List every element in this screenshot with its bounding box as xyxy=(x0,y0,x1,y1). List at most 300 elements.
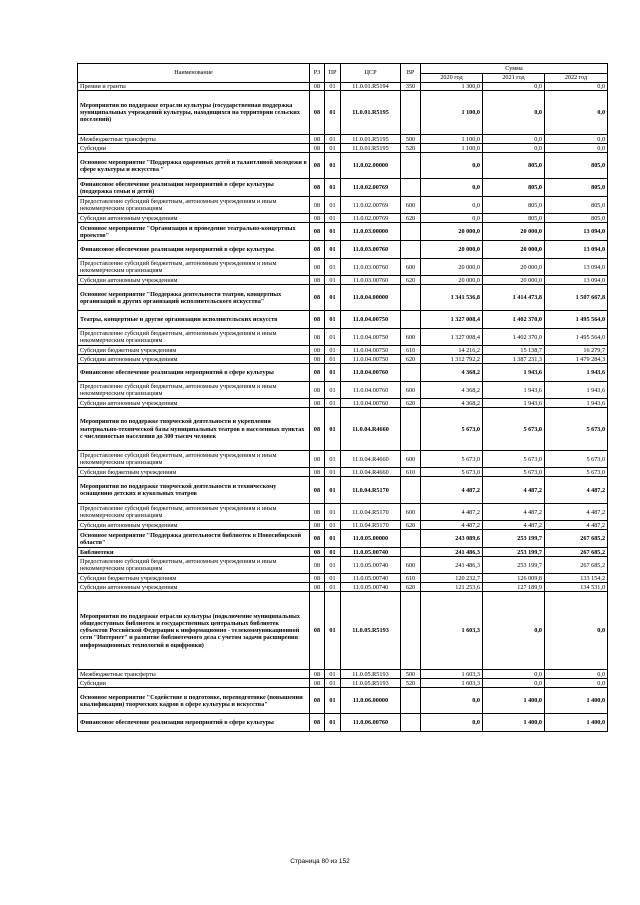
row-vr xyxy=(401,408,421,451)
row-pr: 01 xyxy=(325,276,341,285)
row-2020: 0,0 xyxy=(421,688,483,714)
row-2022: 4 487,2 xyxy=(545,521,608,530)
row-name: Предоставление субсидий бюджетным, автономным учреждениям и иным некоммерческим организациям xyxy=(78,382,310,399)
row-2020: 1 603,3 xyxy=(421,679,483,688)
row-2022: 134 531,0 xyxy=(545,583,608,592)
row-rz: 08 xyxy=(310,408,325,451)
table-body xyxy=(78,83,608,732)
table-row xyxy=(78,83,608,91)
row-csr: 11.0.04.00000 xyxy=(341,285,401,311)
row-csr: 11.0.04.R4660 xyxy=(341,451,401,468)
row-name: Субсидии автономным учреждениям xyxy=(78,276,310,285)
table-row xyxy=(78,557,608,574)
row-vr xyxy=(401,688,421,714)
row-2021: 253 199,7 xyxy=(483,557,545,574)
table-row xyxy=(78,346,608,355)
row-2020: 0,0 xyxy=(421,714,483,732)
row-rz: 08 xyxy=(310,399,325,408)
row-vr: 610 xyxy=(401,346,421,355)
row-rz: 08 xyxy=(310,276,325,285)
row-pr: 01 xyxy=(325,285,341,311)
row-vr: 610 xyxy=(401,468,421,477)
row-rz: 08 xyxy=(310,574,325,583)
row-rz: 08 xyxy=(310,364,325,382)
row-2020: 120 232,7 xyxy=(421,574,483,583)
row-rz: 08 xyxy=(310,311,325,329)
row-2022: 1 943,6 xyxy=(545,382,608,399)
row-2020: 20 000,0 xyxy=(421,276,483,285)
row-vr: 500 xyxy=(401,670,421,679)
header-pr: ПР xyxy=(325,64,341,83)
row-vr: 600 xyxy=(401,382,421,399)
row-2022: 0,0 xyxy=(545,135,608,144)
row-vr: 520 xyxy=(401,679,421,688)
row-csr: 11.0.05.R5193 xyxy=(341,592,401,670)
table-row xyxy=(78,688,608,714)
row-2021: 0,0 xyxy=(483,83,545,91)
row-2021: 20 000,0 xyxy=(483,259,545,276)
row-pr: 01 xyxy=(325,521,341,530)
row-vr xyxy=(401,364,421,382)
row-pr: 01 xyxy=(325,179,341,197)
row-2022: 0,0 xyxy=(545,91,608,135)
row-2022: 0,0 xyxy=(545,592,608,670)
row-name: Субсидии бюджетным учреждениям xyxy=(78,468,310,477)
row-2022: 267 685,2 xyxy=(545,548,608,557)
row-2022: 13 094,0 xyxy=(545,241,608,259)
row-name: Основное мероприятие "Содействие в подготовке, переподготовке (повышении квалификации) творческих кадров в сфере культуры и искусства" xyxy=(78,688,310,714)
row-pr: 01 xyxy=(325,574,341,583)
row-2020: 121 253,6 xyxy=(421,583,483,592)
row-2020: 4 368,2 xyxy=(421,399,483,408)
row-name: Предоставление субсидий бюджетным, автономным учреждениям и иным некоммерческим организациям xyxy=(78,329,310,346)
row-2020: 0,0 xyxy=(421,197,483,214)
row-2020: 241 486,3 xyxy=(421,557,483,574)
row-name: Финансовое обеспечение реализации мероприятий в сфере культуры xyxy=(78,364,310,382)
row-2022: 0,0 xyxy=(545,83,608,91)
row-2021: 127 189,9 xyxy=(483,583,545,592)
row-name: Финансовое обеспечение реализации мероприятий в сфере культуры (поддержка семьи и детей) xyxy=(78,179,310,197)
header-name: Наименование xyxy=(78,64,310,83)
row-name: Межбюджетные трансферты xyxy=(78,135,310,144)
row-2021: 20 000,0 xyxy=(483,276,545,285)
row-vr: 500 xyxy=(401,135,421,144)
row-vr: 350 xyxy=(401,83,421,91)
row-name: Субсидии бюджетным учреждениям xyxy=(78,346,310,355)
table-row xyxy=(78,574,608,583)
row-2020: 243 089,6 xyxy=(421,530,483,548)
row-2021: 253 199,7 xyxy=(483,530,545,548)
row-csr: 11.0.02.00769 xyxy=(341,179,401,197)
row-2021: 1 414 473,8 xyxy=(483,285,545,311)
table-row xyxy=(78,504,608,521)
row-csr: 11.0.01.R5194 xyxy=(341,83,401,91)
row-2022: 1 495 564,0 xyxy=(545,311,608,329)
row-2022: 4 487,2 xyxy=(545,504,608,521)
row-2021: 0,0 xyxy=(483,679,545,688)
row-name: Театры, концертные и другие организации исполнительских искусств xyxy=(78,311,310,329)
row-vr xyxy=(401,548,421,557)
row-pr: 01 xyxy=(325,214,341,223)
row-rz: 08 xyxy=(310,144,325,153)
row-rz: 08 xyxy=(310,83,325,91)
row-csr: 11.0.06.00000 xyxy=(341,688,401,714)
table-row xyxy=(78,679,608,688)
row-2022: 805,0 xyxy=(545,179,608,197)
row-csr: 11.0.05.00740 xyxy=(341,548,401,557)
row-csr: 11.0.03.00760 xyxy=(341,259,401,276)
row-rz: 08 xyxy=(310,451,325,468)
row-name: Премии и гранты xyxy=(78,83,310,91)
table-row xyxy=(78,329,608,346)
table-row xyxy=(78,670,608,679)
row-name: Предоставление субсидий бюджетным, автономным учреждениям и иным некоммерческим организациям xyxy=(78,557,310,574)
table-row xyxy=(78,468,608,477)
row-2021: 1 943,6 xyxy=(483,364,545,382)
row-rz: 08 xyxy=(310,214,325,223)
row-2020: 1 100,0 xyxy=(421,135,483,144)
row-csr: 11.0.04.R5170 xyxy=(341,521,401,530)
row-csr: 11.0.02.00000 xyxy=(341,153,401,179)
row-csr: 11.0.01.R5195 xyxy=(341,135,401,144)
row-rz: 08 xyxy=(310,504,325,521)
row-rz: 08 xyxy=(310,179,325,197)
row-csr: 11.0.01.R5195 xyxy=(341,91,401,135)
row-2020: 1 327 008,4 xyxy=(421,329,483,346)
row-rz: 08 xyxy=(310,135,325,144)
row-2021: 0,0 xyxy=(483,91,545,135)
row-2022: 13 094,0 xyxy=(545,276,608,285)
row-pr: 01 xyxy=(325,451,341,468)
row-rz: 08 xyxy=(310,670,325,679)
table-row xyxy=(78,355,608,364)
row-pr: 01 xyxy=(325,592,341,670)
row-pr: 01 xyxy=(325,259,341,276)
row-csr: 11.0.05.00000 xyxy=(341,530,401,548)
row-vr: 610 xyxy=(401,574,421,583)
header-2020: 2020 год xyxy=(421,74,483,83)
row-vr: 600 xyxy=(401,504,421,521)
row-rz: 08 xyxy=(310,259,325,276)
row-2021: 1 387 231,3 xyxy=(483,355,545,364)
row-vr xyxy=(401,153,421,179)
row-2020: 1 341 536,8 xyxy=(421,285,483,311)
row-pr: 01 xyxy=(325,548,341,557)
row-name: Основное мероприятие "Поддержка деятельности театров, концертных организаций и других организаций исполнительского искусства" xyxy=(78,285,310,311)
row-2020: 14 216,2 xyxy=(421,346,483,355)
row-2022: 1 507 667,8 xyxy=(545,285,608,311)
row-2021: 1 943,6 xyxy=(483,399,545,408)
row-name: Субсидии автономным учреждениям xyxy=(78,521,310,530)
row-rz: 08 xyxy=(310,714,325,732)
header-2021: 2021 год xyxy=(483,74,545,83)
row-pr: 01 xyxy=(325,311,341,329)
row-csr: 11.0.04.00760 xyxy=(341,399,401,408)
row-2021: 20 000,0 xyxy=(483,241,545,259)
row-pr: 01 xyxy=(325,530,341,548)
table-row xyxy=(78,214,608,223)
row-pr: 01 xyxy=(325,408,341,451)
row-csr: 11.0.05.R5193 xyxy=(341,679,401,688)
header-2022: 2022 год xyxy=(545,74,608,83)
row-pr: 01 xyxy=(325,355,341,364)
row-2020: 5 673,0 xyxy=(421,408,483,451)
row-2020: 5 673,0 xyxy=(421,468,483,477)
row-name: Субсидии xyxy=(78,679,310,688)
row-pr: 01 xyxy=(325,329,341,346)
row-vr xyxy=(401,91,421,135)
header-rz: РЗ xyxy=(310,64,325,83)
row-rz: 08 xyxy=(310,521,325,530)
row-2022: 805,0 xyxy=(545,214,608,223)
row-2020: 1 327 008,4 xyxy=(421,311,483,329)
row-vr: 620 xyxy=(401,276,421,285)
row-vr xyxy=(401,311,421,329)
row-csr: 11.0.02.00769 xyxy=(341,214,401,223)
row-2022: 13 094,0 xyxy=(545,223,608,241)
row-2020: 1 100,0 xyxy=(421,144,483,153)
table-row xyxy=(78,135,608,144)
row-2020: 4 487,2 xyxy=(421,521,483,530)
row-2020: 241 486,3 xyxy=(421,548,483,557)
row-pr: 01 xyxy=(325,91,341,135)
row-2020: 4 368,2 xyxy=(421,382,483,399)
row-2022: 5 673,0 xyxy=(545,468,608,477)
row-csr: 11.0.05.R5193 xyxy=(341,670,401,679)
row-2022: 0,0 xyxy=(545,679,608,688)
row-2021: 4 487,2 xyxy=(483,521,545,530)
row-rz: 08 xyxy=(310,592,325,670)
row-2022: 1 943,6 xyxy=(545,364,608,382)
row-rz: 08 xyxy=(310,679,325,688)
row-vr xyxy=(401,530,421,548)
row-pr: 01 xyxy=(325,153,341,179)
row-name: Предоставление субсидий бюджетным, автономным учреждениям и иным некоммерческим организациям xyxy=(78,197,310,214)
row-pr: 01 xyxy=(325,364,341,382)
row-pr: 01 xyxy=(325,144,341,153)
row-name: Финансовое обеспечение реализации мероприятий в сфере культуры xyxy=(78,241,310,259)
budget-table-sheet xyxy=(77,63,607,732)
row-pr: 01 xyxy=(325,223,341,241)
table-row xyxy=(78,241,608,259)
row-pr: 01 xyxy=(325,83,341,91)
row-rz: 08 xyxy=(310,382,325,399)
row-2021: 253 199,7 xyxy=(483,548,545,557)
row-name: Предоставление субсидий бюджетным, автономным учреждениям и иным некоммерческим организациям xyxy=(78,451,310,468)
row-pr: 01 xyxy=(325,714,341,732)
table-row xyxy=(78,91,608,135)
row-name: Предоставление субсидий бюджетным, автономным учреждениям и иным некоммерческим организациям xyxy=(78,259,310,276)
row-vr: 600 xyxy=(401,451,421,468)
row-2021: 5 673,0 xyxy=(483,408,545,451)
table-row xyxy=(78,521,608,530)
table-row xyxy=(78,223,608,241)
row-2022: 5 673,0 xyxy=(545,451,608,468)
table-row xyxy=(78,144,608,153)
row-2020: 20 000,0 xyxy=(421,259,483,276)
row-csr: 11.0.04.R5170 xyxy=(341,504,401,521)
row-vr xyxy=(401,477,421,504)
table-row xyxy=(78,259,608,276)
row-pr: 01 xyxy=(325,399,341,408)
row-csr: 11.0.06.00760 xyxy=(341,714,401,732)
row-2022: 13 094,0 xyxy=(545,259,608,276)
table-row xyxy=(78,285,608,311)
row-csr: 11.0.04.00760 xyxy=(341,364,401,382)
row-name: Основное мероприятие "Поддержка деятельности библиотек в Новосибирской области" xyxy=(78,530,310,548)
table-row xyxy=(78,364,608,382)
row-2021: 0,0 xyxy=(483,670,545,679)
row-pr: 01 xyxy=(325,241,341,259)
row-2022: 0,0 xyxy=(545,670,608,679)
row-rz: 08 xyxy=(310,91,325,135)
header-csr: ЦСР xyxy=(341,64,401,83)
row-name: Основное мероприятие "Поддержка одаренных детей и талантливой молодежи в сфере культуры и искусства " xyxy=(78,153,310,179)
row-2022: 1 400,0 xyxy=(545,714,608,732)
header-sum: Сумма xyxy=(421,64,608,74)
row-2020: 20 000,0 xyxy=(421,223,483,241)
table-header xyxy=(78,64,608,83)
table-row xyxy=(78,153,608,179)
row-2020: 1 603,3 xyxy=(421,592,483,670)
row-2021: 1 943,6 xyxy=(483,382,545,399)
row-2020: 4 487,2 xyxy=(421,504,483,521)
row-2020: 1 300,0 xyxy=(421,83,483,91)
row-csr: 11.0.04.00750 xyxy=(341,355,401,364)
row-2021: 805,0 xyxy=(483,179,545,197)
row-vr xyxy=(401,179,421,197)
row-2020: 1 100,0 xyxy=(421,91,483,135)
row-name: Субсидии автономным учреждениям xyxy=(78,214,310,223)
row-2021: 805,0 xyxy=(483,153,545,179)
row-vr: 620 xyxy=(401,355,421,364)
row-2022: 805,0 xyxy=(545,153,608,179)
row-2020: 0,0 xyxy=(421,179,483,197)
row-rz: 08 xyxy=(310,557,325,574)
table-row xyxy=(78,548,608,557)
row-rz: 08 xyxy=(310,153,325,179)
row-rz: 08 xyxy=(310,468,325,477)
table-row xyxy=(78,592,608,670)
row-name: Субсидии автономным учреждениям xyxy=(78,583,310,592)
row-name: Субсидии бюджетным учреждениям xyxy=(78,574,310,583)
row-2021: 0,0 xyxy=(483,135,545,144)
row-vr xyxy=(401,223,421,241)
row-2021: 1 402 370,0 xyxy=(483,329,545,346)
row-csr: 11.0.02.00769 xyxy=(341,197,401,214)
row-csr: 11.0.05.00740 xyxy=(341,574,401,583)
row-2020: 1 603,3 xyxy=(421,670,483,679)
row-2022: 0,0 xyxy=(545,144,608,153)
row-2021: 4 487,2 xyxy=(483,477,545,504)
row-2020: 0,0 xyxy=(421,214,483,223)
row-2020: 1 312 792,2 xyxy=(421,355,483,364)
row-2021: 1 400,0 xyxy=(483,688,545,714)
row-csr: 11.0.05.00740 xyxy=(341,557,401,574)
row-vr xyxy=(401,241,421,259)
row-2022: 1 495 564,0 xyxy=(545,329,608,346)
row-vr: 620 xyxy=(401,521,421,530)
row-rz: 08 xyxy=(310,241,325,259)
row-2021: 126 009,8 xyxy=(483,574,545,583)
row-pr: 01 xyxy=(325,477,341,504)
row-2022: 1 479 284,3 xyxy=(545,355,608,364)
row-pr: 01 xyxy=(325,688,341,714)
row-csr: 11.0.04.00750 xyxy=(341,346,401,355)
row-pr: 01 xyxy=(325,382,341,399)
row-name: Мероприятия по поддержке отрасли культуры (подключение муниципальных общедоступных библиотек и государственных центральных библиотек субъектов Российской Федерации к информационно - телекоммуникационной сети "Интернет" и развитие библиотечного дела с учетом задачи расширения информационных технологий и оцифровки) xyxy=(78,592,310,670)
row-pr: 01 xyxy=(325,583,341,592)
row-2021: 0,0 xyxy=(483,592,545,670)
row-vr: 620 xyxy=(401,399,421,408)
row-name: Субсидии автономным учреждениям xyxy=(78,399,310,408)
table-row xyxy=(78,408,608,451)
page-number: Страница 80 из 152 xyxy=(290,858,350,865)
row-2021: 15 138,7 xyxy=(483,346,545,355)
row-csr: 11.0.04.R4660 xyxy=(341,468,401,477)
row-2020: 4 487,2 xyxy=(421,477,483,504)
row-rz: 08 xyxy=(310,477,325,504)
row-2021: 20 000,0 xyxy=(483,223,545,241)
row-vr: 600 xyxy=(401,259,421,276)
table-row xyxy=(78,477,608,504)
row-2022: 805,0 xyxy=(545,197,608,214)
table-row xyxy=(78,311,608,329)
row-pr: 01 xyxy=(325,346,341,355)
row-rz: 08 xyxy=(310,688,325,714)
row-rz: 08 xyxy=(310,583,325,592)
row-2020: 5 673,0 xyxy=(421,451,483,468)
row-2020: 20 000,0 xyxy=(421,241,483,259)
row-2022: 267 685,2 xyxy=(545,530,608,548)
row-csr: 11.0.03.00000 xyxy=(341,223,401,241)
row-pr: 01 xyxy=(325,557,341,574)
row-rz: 08 xyxy=(310,223,325,241)
row-2022: 16 279,7 xyxy=(545,346,608,355)
row-csr: 11.0.03.00760 xyxy=(341,241,401,259)
table-row xyxy=(78,197,608,214)
table-row xyxy=(78,382,608,399)
table-row xyxy=(78,276,608,285)
table-row xyxy=(78,399,608,408)
row-csr: 11.0.04.00750 xyxy=(341,311,401,329)
row-2022: 1 400,0 xyxy=(545,688,608,714)
row-pr: 01 xyxy=(325,679,341,688)
row-2021: 805,0 xyxy=(483,214,545,223)
row-name: Финансовое обеспечение реализации мероприятий в сфере культуры xyxy=(78,714,310,732)
row-name: Библиотеки xyxy=(78,548,310,557)
row-2021: 0,0 xyxy=(483,144,545,153)
row-rz: 08 xyxy=(310,346,325,355)
row-name: Основное мероприятие "Организация и проведение театрально-концертных проектов" xyxy=(78,223,310,241)
header-vr: ВР xyxy=(401,64,421,83)
row-rz: 08 xyxy=(310,197,325,214)
table-row xyxy=(78,451,608,468)
row-pr: 01 xyxy=(325,504,341,521)
row-csr: 11.0.01.R5195 xyxy=(341,144,401,153)
table-row xyxy=(78,583,608,592)
row-vr: 520 xyxy=(401,144,421,153)
row-pr: 01 xyxy=(325,197,341,214)
row-vr: 600 xyxy=(401,557,421,574)
row-2020: 0,0 xyxy=(421,153,483,179)
row-name: Субсидии автономным учреждениям xyxy=(78,355,310,364)
table-row xyxy=(78,714,608,732)
row-rz: 08 xyxy=(310,530,325,548)
row-vr: 600 xyxy=(401,197,421,214)
row-pr: 01 xyxy=(325,135,341,144)
row-csr: 11.0.04.R4660 xyxy=(341,408,401,451)
